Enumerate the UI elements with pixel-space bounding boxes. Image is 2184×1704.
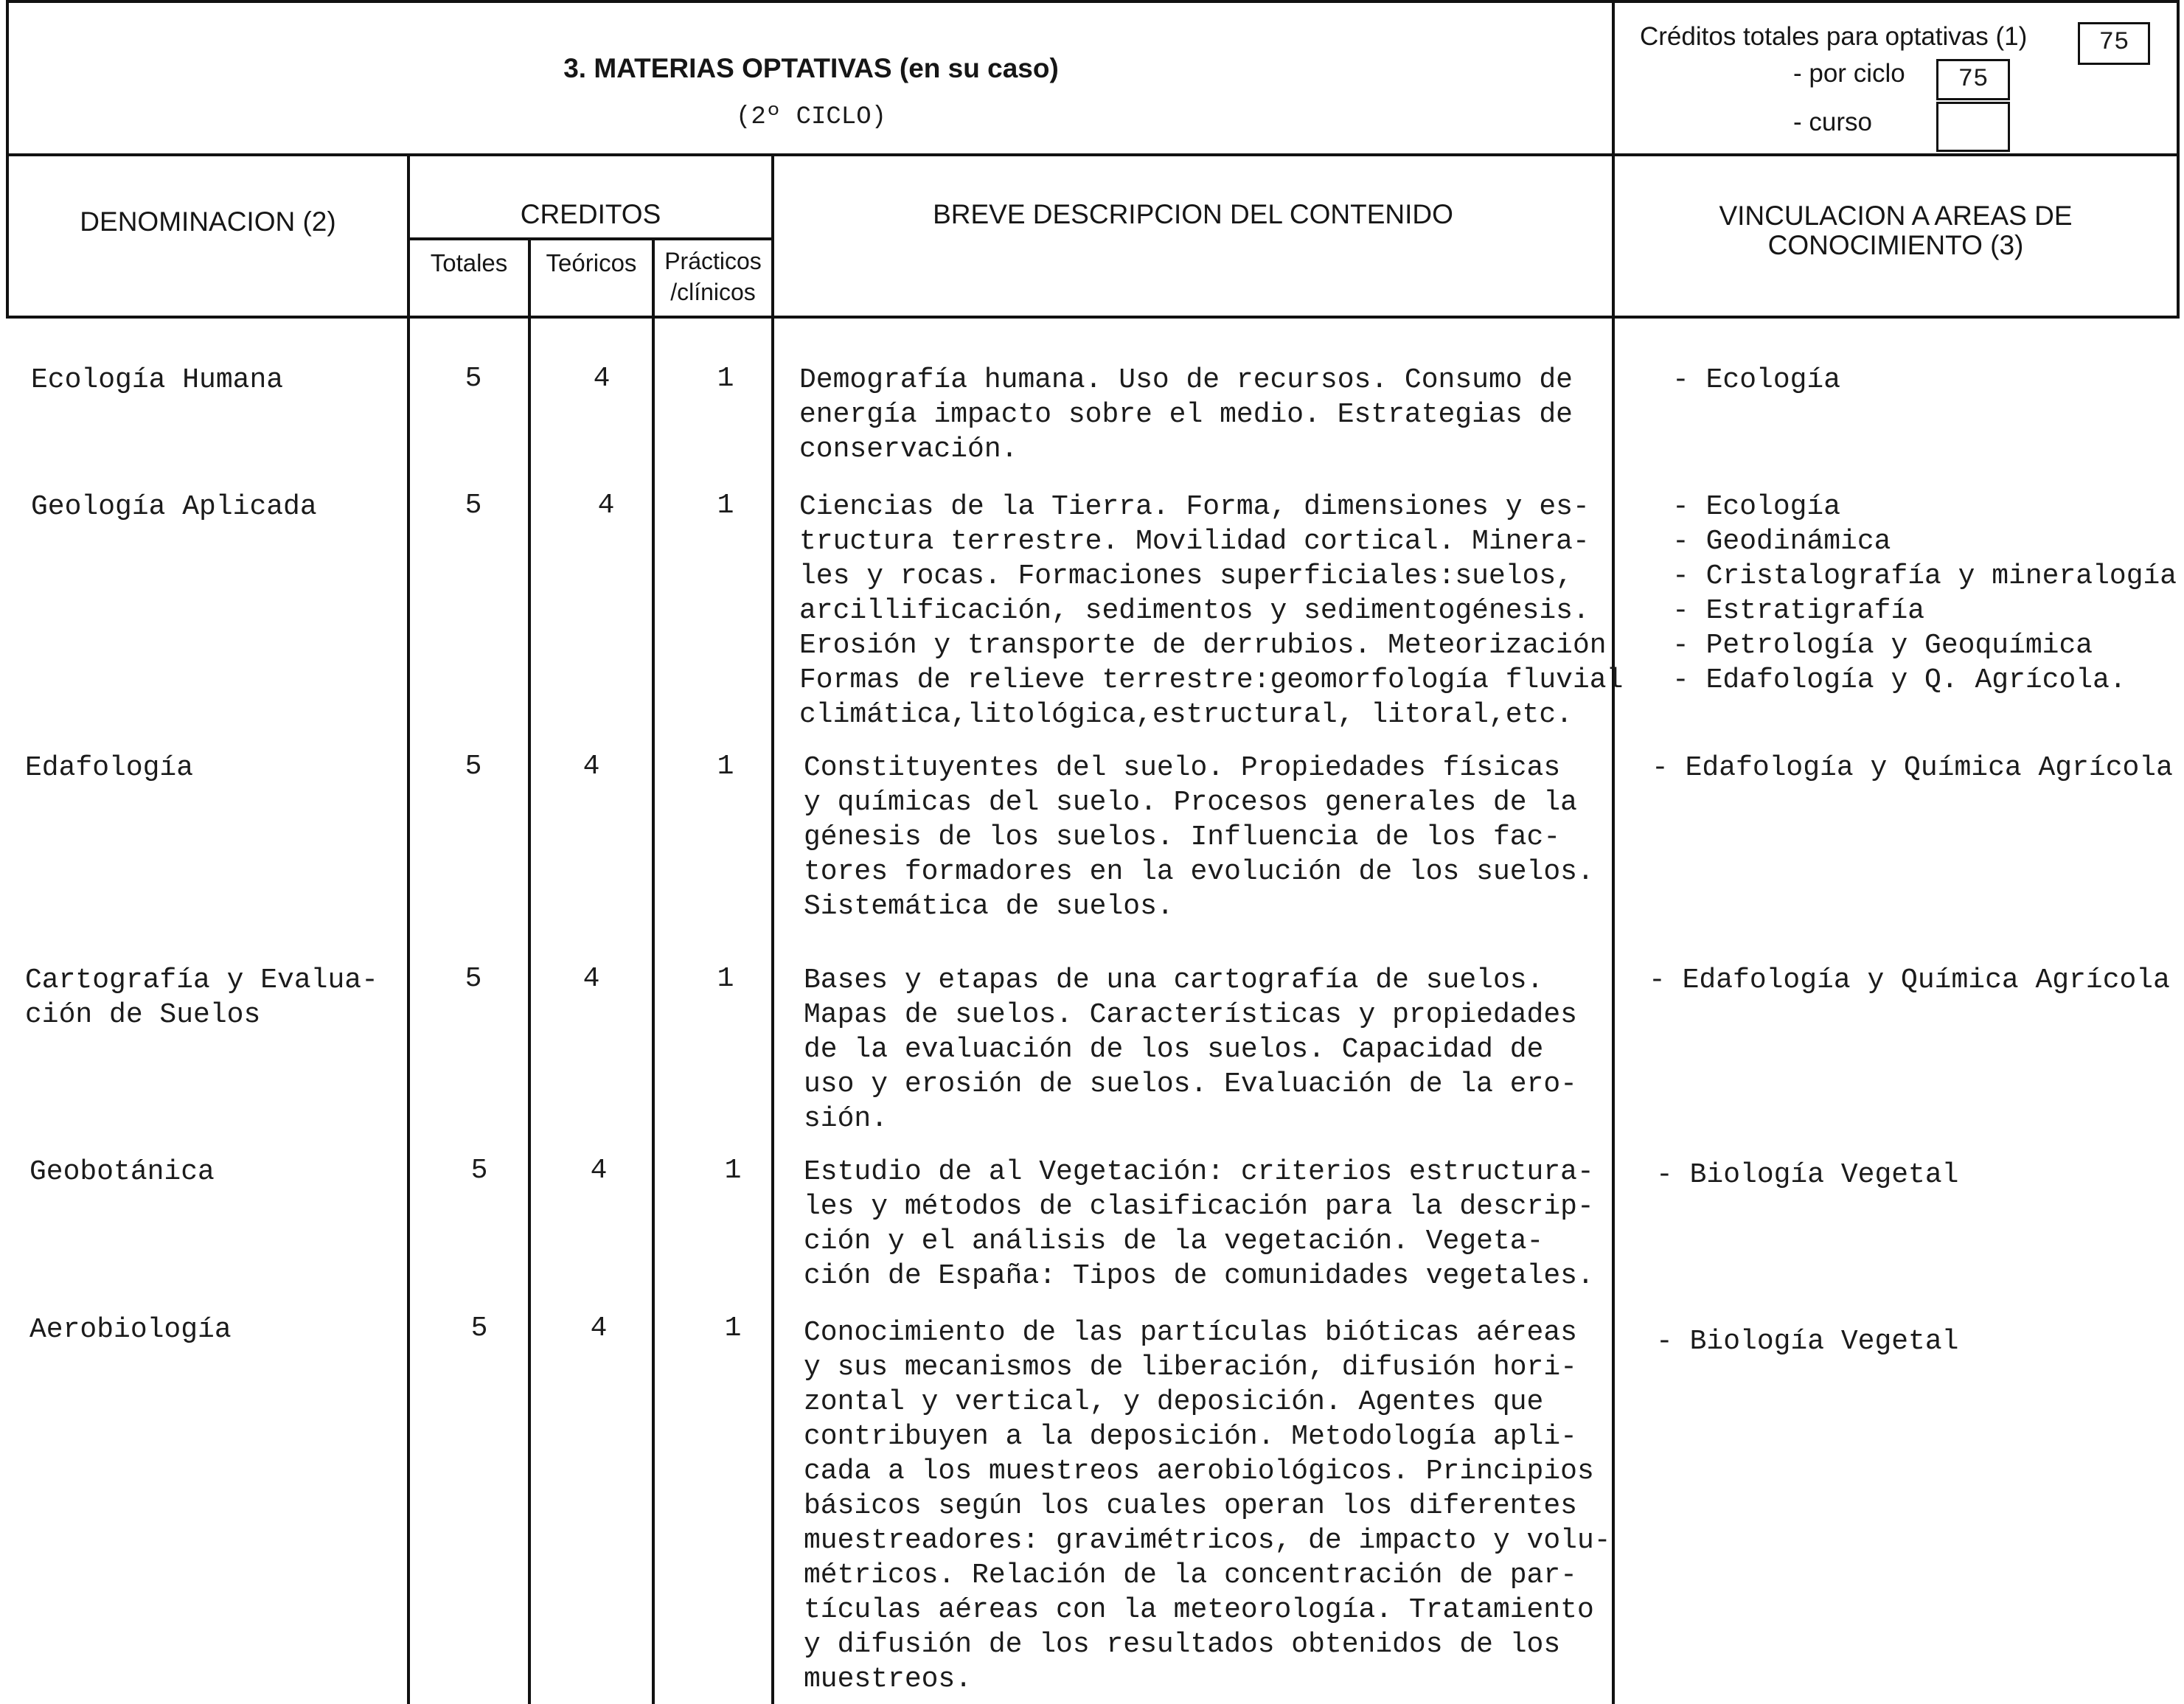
col-divider-totales: [528, 237, 531, 1704]
section-title: 3. MATERIAS OPTATIVAS (en su caso): [563, 53, 1059, 83]
header-creditos: CREDITOS: [520, 199, 661, 229]
header-descripcion: BREVE DESCRIPCION DEL CONTENIDO: [933, 199, 1453, 229]
row-description: Estudio de al Vegetación: criterios estructura- les y métodos de clasificación para la descrip- ción y el análisis de la vegetación. Vegeta- ción de España: Tipos de comunidades vegetales.: [804, 1156, 1594, 1292]
row-name: Geología Aplicada: [31, 491, 317, 523]
header-vinculacion-line1: VINCULACION A AREAS DE: [1719, 201, 2073, 231]
row-description: Conocimiento de las partículas bióticas aéreas y sus mecanismos de liberación, difusión hori- zontal y vertical, y deposición. Agentes que contribuyen a la deposición. Metodología apli- cada a los muestreos aerobiológicos. Principios básicos según los cuales operan los diferentes muestreadores: gravimétricos, de impacto y volu- métricos. Relación de la concentración de par- tículas aéreas con la meteorología. Tratamiento y difusión de los resultados obtenidos de los muestreos.: [804, 1317, 1611, 1695]
row-teoricos: 4: [590, 1312, 608, 1344]
row-areas: - Biología Vegetal: [1656, 1159, 1959, 1191]
row-areas: - Biología Vegetal: [1656, 1326, 1959, 1357]
row-areas: - Ecología: [1672, 364, 1841, 396]
row-totales: 5: [465, 490, 482, 521]
row-practicos: 1: [717, 490, 734, 521]
row-description: Demografía humana. Uso de recursos. Consumo de energía impacto sobre el medio. Estrategias de conservación.: [799, 364, 1573, 465]
row-name: Edafología: [25, 752, 194, 784]
row-totales: 5: [470, 1155, 488, 1186]
row-description: Ciencias de la Tierra. Forma, dimensiones y es- tructura terrestre. Movilidad cortical. Minera- les y rocas. Formaciones superficiales:suelos, arcillificación, sedimentos y sedimentogénesis. Erosión y transporte de derrubios. Meteorización Formas de relieve terrestre:geomorfología fluvial climática,litológica,estructural, litoral,etc.: [799, 491, 1624, 731]
right-border: [2177, 0, 2180, 317]
column-header-divider: [6, 316, 2180, 319]
row-totales: 5: [470, 1312, 488, 1344]
header-divider: [6, 153, 2180, 156]
credits-total-label: Créditos totales para optativas (1): [1640, 22, 2028, 51]
credits-course-label: - curso: [1793, 108, 1872, 136]
header-practicos: Prácticos: [664, 248, 762, 274]
row-teoricos: 4: [582, 751, 600, 782]
credits-course-value: [1936, 102, 2010, 152]
row-areas: - Ecología - Geodinámica - Cristalografía y mineralogía - Estratigrafía - Petrología y Geoquímica - Edafología y Q. Agrícola.: [1672, 491, 2177, 696]
row-areas: - Edafología y Química Agrícola: [1652, 752, 2173, 784]
row-description: Constituyentes del suelo. Propiedades físicas y químicas del suelo. Procesos generales de la génesis de los suelos. Influencia de los fac- tores formadores en la evolución de los suelos. Sistemática de suelos.: [804, 752, 1594, 922]
creditos-subheader-line: [407, 237, 774, 240]
top-border: [6, 0, 2180, 3]
row-name: Ecología Humana: [31, 364, 284, 396]
row-name: Geobotánica: [29, 1156, 215, 1188]
row-practicos: 1: [724, 1155, 742, 1186]
header-clinicos: /clínicos: [670, 279, 756, 305]
credits-total-value: 75: [2078, 22, 2150, 65]
col-divider-name: [407, 155, 410, 1704]
row-practicos: 1: [717, 751, 734, 782]
header-vinculacion-line2: CONOCIMIENTO (3): [1767, 230, 2024, 260]
row-description: Bases y etapas de una cartografía de suelos. Mapas de suelos. Características y propiedades de la evaluación de los suelos. Capacidad de uso y erosión de suelos. Evaluación de la ero- sión.: [804, 964, 1577, 1135]
row-practicos: 1: [717, 963, 734, 995]
header-denominacion: DENOMINACION (2): [80, 206, 336, 237]
row-teoricos: 4: [582, 963, 600, 995]
header-totales: Totales: [430, 249, 508, 277]
credits-per-cycle-value: 75: [1936, 59, 2010, 100]
row-teoricos: 4: [590, 1155, 608, 1186]
col-divider-creditos: [771, 155, 774, 1704]
row-name: Aerobiología: [29, 1314, 232, 1346]
row-totales: 5: [465, 751, 482, 782]
row-practicos: 1: [724, 1312, 742, 1344]
row-teoricos: 4: [593, 363, 611, 394]
col-divider-teoricos: [652, 237, 655, 1704]
row-name: Cartografía y Evalua- ción de Suelos: [25, 964, 378, 1031]
row-totales: 5: [465, 963, 482, 995]
section-cycle: (2º CICLO): [735, 103, 887, 131]
row-teoricos: 4: [597, 490, 615, 521]
row-areas: - Edafología y Química Agrícola: [1649, 964, 2170, 996]
header-teoricos: Teóricos: [546, 249, 637, 277]
row-practicos: 1: [717, 363, 734, 394]
credits-per-cycle-label: - por ciclo: [1793, 59, 1905, 88]
row-totales: 5: [465, 363, 482, 394]
left-border: [6, 0, 9, 317]
